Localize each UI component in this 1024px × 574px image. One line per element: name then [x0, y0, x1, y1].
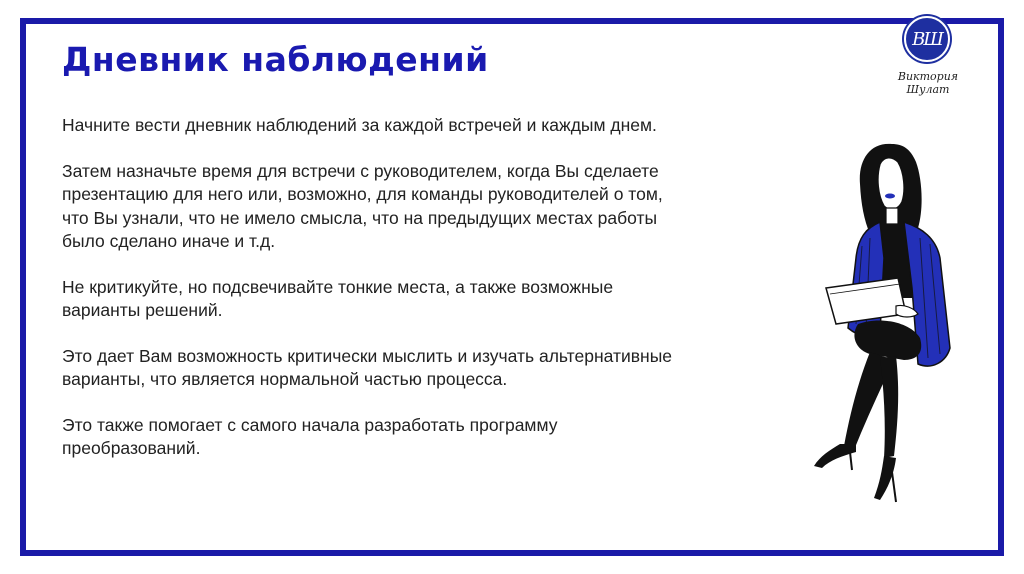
paragraph-5: Это также помогает с самого начала разработать программу преобразований.: [62, 414, 558, 458]
paragraph-4: Это дает Вам возможность критически мыслить и изучать альтернативные варианты, что является нормальной частью процесса.: [62, 345, 673, 389]
logo-monogram: ВШ: [912, 28, 942, 50]
neck-shape: [886, 208, 898, 224]
woman-with-papers-illustration: [800, 138, 990, 518]
logo-circle: [904, 16, 950, 62]
lips-shape: [885, 194, 895, 199]
upper-leg-shape: [854, 320, 921, 360]
logo-caption: Виктория Шулат: [897, 70, 959, 96]
paragraph-3: Не критикуйте, но подсвечивайте тонкие места, а также возможные варианты решений.: [62, 276, 614, 320]
body-text: [62, 114, 682, 483]
slide-title: Дневник наблюдений: [62, 40, 489, 79]
monogram-logo: [878, 16, 978, 106]
paragraph-2: Затем назначьте время для встречи с руководителем, когда Вы сделаете презентацию для него или, возможно, для команды руководителей о том, что Вы узнали, что не имело смысла, что на предыдущих местах работы было сделано иначе и т.д.: [62, 160, 663, 251]
paragraph-1: Начните вести дневник наблюдений за каждой встречей и каждым днем.: [62, 115, 657, 135]
face-shape: [878, 158, 904, 210]
back-leg-shape: [880, 356, 898, 458]
